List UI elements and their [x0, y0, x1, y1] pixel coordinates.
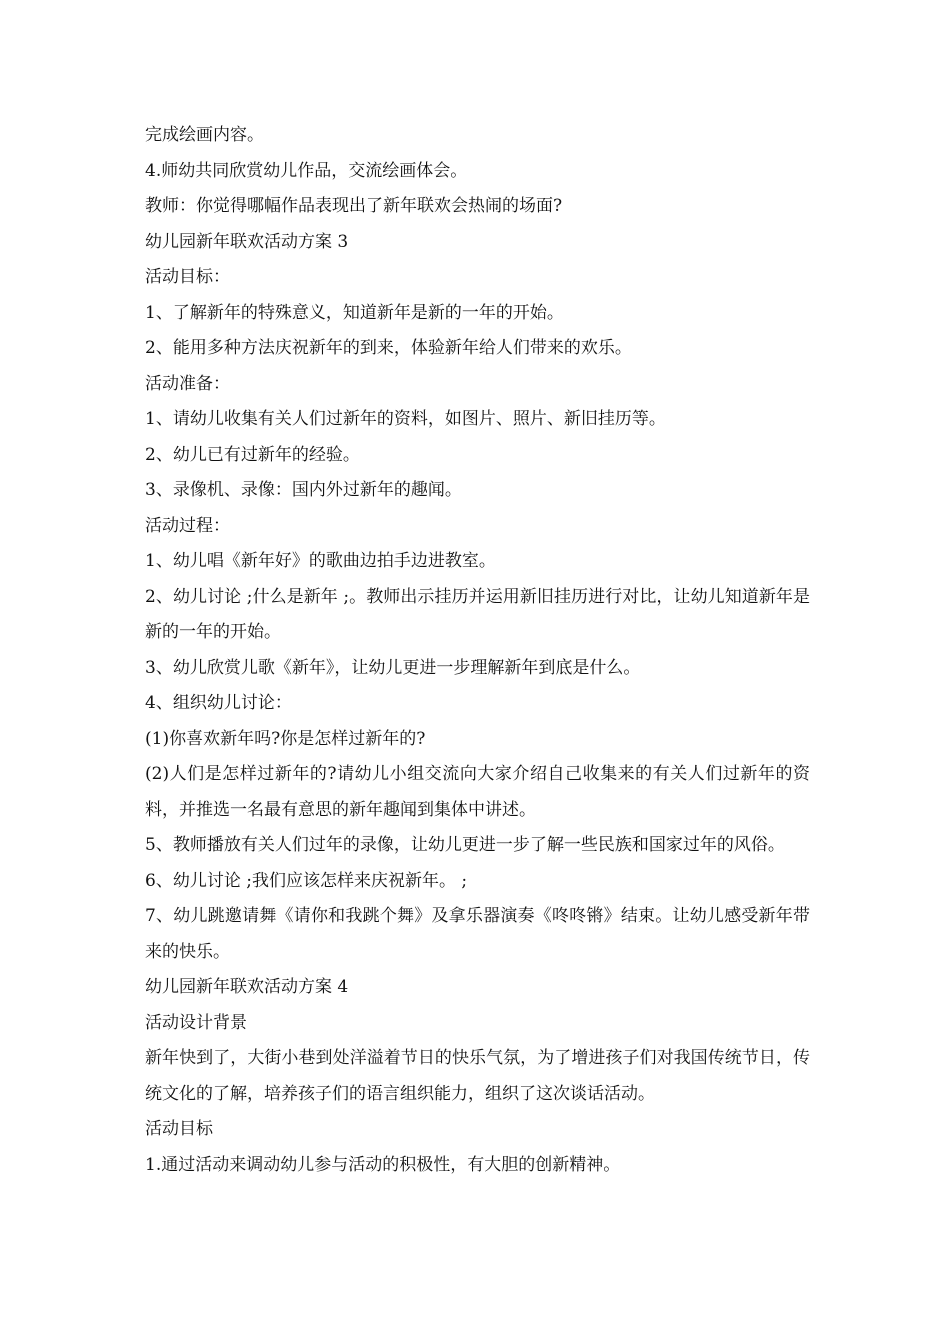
- paragraph: (2)人们是怎样过新年的?请幼儿小组交流向大家介绍自己收集来的有关人们过新年的资料，并推选一名最有意思的新年趣闻到集体中讲述。: [145, 764, 810, 820]
- paragraph: 1、幼儿唱《新年好》的歌曲边拍手边进教室。: [145, 551, 496, 571]
- paragraph: 7、幼儿跳邀请舞《请你和我跳个舞》及拿乐器演奏《咚咚锵》结束。让幼儿感受新年带来的快乐。: [145, 906, 810, 962]
- paragraph: 5、教师播放有关人们过年的录像，让幼儿更进一步了解一些民族和国家过年的风俗。: [145, 835, 785, 855]
- section-heading: 幼儿园新年联欢活动方案 3: [145, 231, 349, 252]
- paragraph: 4、组织幼儿讨论：: [145, 693, 292, 713]
- paragraph: (1)你喜欢新年吗?你是怎样过新年的?: [145, 728, 426, 749]
- paragraph: 完成绘画内容。: [145, 125, 264, 145]
- subheading: 活动目标: [145, 1119, 213, 1139]
- paragraph: 3、录像机、录像：国内外过新年的趣闻。: [145, 480, 462, 500]
- paragraph: 教师：你觉得哪幅作品表现出了新年联欢会热闹的场面?: [145, 196, 563, 216]
- paragraph: 4.师幼共同欣赏幼儿作品，交流绘画体会。: [145, 160, 468, 181]
- paragraph: 2、能用多种方法庆祝新年的到来，体验新年给人们带来的欢乐。: [145, 338, 632, 358]
- paragraph: 1、请幼儿收集有关人们过新年的资料，如图片、照片、新旧挂历等。: [145, 409, 666, 429]
- paragraph: 新年快到了，大街小巷到处洋溢着节日的快乐气氛，为了增进孩子们对我国传统节日，传统文化的了解，培养孩子们的语言组织能力，组织了这次谈话活动。: [145, 1048, 810, 1104]
- section-heading: 幼儿园新年联欢活动方案 4: [145, 977, 349, 997]
- document-body: [145, 118, 810, 1183]
- paragraph: 1.通过活动来调动幼儿参与活动的积极性，有大胆的创新精神。: [145, 1154, 621, 1175]
- subheading: 活动设计背景: [145, 1012, 247, 1033]
- paragraph: 3、幼儿欣赏儿歌《新年》，让幼儿更进一步理解新年到底是什么。: [145, 657, 641, 678]
- subheading: 活动目标：: [145, 267, 230, 287]
- paragraph: 1、了解新年的特殊意义，知道新年是新的一年的开始。: [145, 302, 564, 323]
- paragraph: 2、幼儿已有过新年的经验。: [145, 444, 360, 465]
- subheading: 活动过程：: [145, 515, 230, 536]
- paragraph: 6、幼儿讨论 ;我们应该怎样来庆祝新年。 ;: [145, 870, 468, 891]
- subheading: 活动准备：: [145, 373, 230, 394]
- paragraph: 2、幼儿讨论 ;什么是新年 ;。教师出示挂历并运用新旧挂历进行对比，让幼儿知道新年是新的一年的开始。: [145, 586, 810, 642]
